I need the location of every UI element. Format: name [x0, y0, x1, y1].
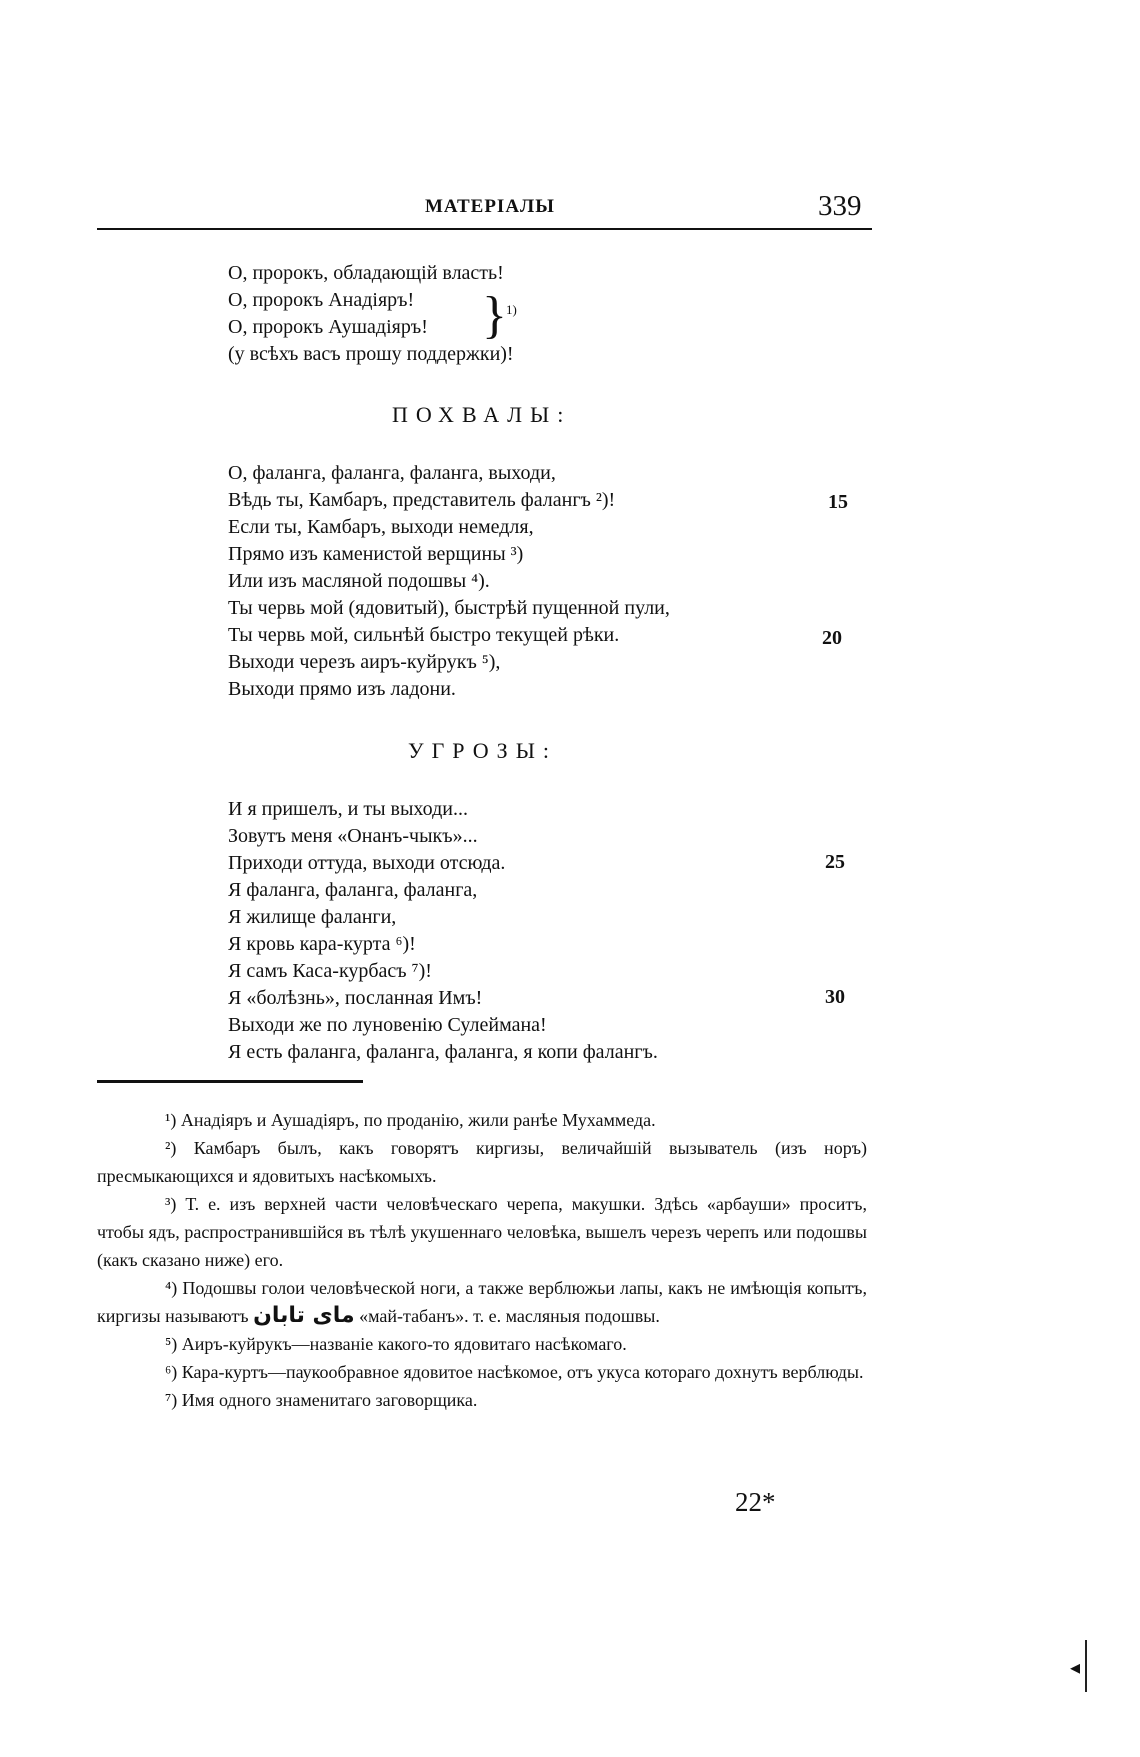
brace-footnote-ref: 1)	[506, 302, 517, 317]
intro-line: О, пророкъ Анадіяръ!	[228, 289, 415, 311]
verse-line: Я «болѣзнь», посланная Имъ!	[228, 987, 483, 1009]
verse-line: Я фаланга, фаланга, фаланга,	[228, 879, 478, 901]
intro-line: (у всѣхъ васъ прошу поддержки)!	[228, 343, 514, 365]
section-title-threats: УГРОЗЫ:	[408, 738, 558, 763]
footnote-6: ⁶) Кара-куртъ—паукообравное ядовитое насѣкомое, отъ укуса котораго дохнутъ верблюды.	[165, 1362, 864, 1382]
verse-line: Ты червь мой (ядовитый), быстрѣй пущенной пули,	[228, 597, 670, 619]
verse-threats	[228, 796, 658, 1066]
verse-line: Я кровь кара-курта ⁶)!	[228, 933, 416, 955]
brace-mark: }	[482, 287, 507, 344]
line-number-20: 20	[822, 627, 842, 649]
verse-line: Вѣдь ты, Камбаръ, представитель фалангъ ²)!	[228, 489, 616, 511]
verse-line: Приходи оттуда, выходи отсюда.	[228, 852, 506, 874]
scan-edge-bar	[1085, 1640, 1087, 1692]
verse-line: Зовутъ меня «Онанъ-чыкъ»...	[228, 825, 478, 847]
verse-line: Прямо изъ каменистой верщины ³)	[228, 543, 524, 565]
footnote-4-arabic: ماى تابان	[253, 1303, 355, 1328]
footnote-1: ¹) Анадіяръ и Аушадіяръ, по проданію, жили ранѣе Мухаммеда.	[165, 1110, 656, 1130]
intro-line: О, пророкъ Аушадіяръ!	[228, 316, 428, 338]
footnote-2: ²) Камбаръ былъ, какъ говорятъ киргизы, величайшій вызыватель (изъ норъ) пресмыкающихся и ядовитыхъ насѣкомыхъ.	[97, 1138, 867, 1186]
verse-line: Я самъ Каса-курбасъ ⁷)!	[228, 960, 432, 982]
page-number: 339	[818, 190, 862, 222]
verse-line: Выходи черезъ аиръ-куйрукъ ⁵),	[228, 651, 501, 673]
footnote-3: ³) Т. е. изъ верхней части человѣческаго черепа, макушки. Здѣсь «арбауши» проситъ, чтобы ядъ, распространившійся въ тѣлѣ укушеннаго человѣка, вышелъ черезъ черепъ или подошвы (какъ сказано ниже) его.	[97, 1194, 867, 1270]
verse-line: Выходи же по луновенію Сулеймана!	[228, 1014, 547, 1036]
line-number-25: 25	[825, 851, 845, 873]
footnote-4	[97, 1274, 867, 1330]
verse-line: И я пришелъ, и ты выходи...	[228, 798, 468, 820]
intro-invocation	[228, 260, 514, 368]
footnote-rule	[97, 1080, 363, 1083]
verse-line: Если ты, Камбаръ, выходи немедля,	[228, 516, 534, 538]
verse-line: Выходи прямо изъ ладони.	[228, 678, 456, 700]
footnote-4-text-a: ⁴) Подошвы голои человѣческой ноги, а также верблюжьи лапы, какъ не имѣющія копытъ, киргизы называютъ	[97, 1278, 867, 1326]
line-number-15: 15	[828, 491, 848, 513]
line-number-30: 30	[825, 986, 845, 1008]
signature-mark: 22*	[735, 1487, 776, 1517]
verse-line: О, фаланга, фаланга, фаланга, выходи,	[228, 462, 556, 484]
verse-praise	[228, 460, 670, 703]
footnotes	[97, 1106, 867, 1414]
verse-line: Я жилище фаланги,	[228, 906, 397, 928]
verse-line: Ты червь мой, сильнѣй быстро текущей рѣки.	[228, 624, 620, 646]
verse-line: Я есть фаланга, фаланга, фаланга, я копи фалангъ.	[228, 1041, 658, 1063]
footnote-5: ⁵) Аиръ-куйрукъ—названіе какого-то ядовитаго насѣкомаго.	[165, 1334, 627, 1354]
verse-line: Или изъ масляной подошвы ⁴).	[228, 570, 490, 592]
running-header-title: МАТЕРІАЛЫ	[425, 196, 555, 217]
intro-line: О, пророкъ, обладающій власть!	[228, 262, 504, 284]
footnote-7: ⁷) Имя одного знаменитаго заговорщика.	[165, 1390, 478, 1410]
scan-edge-dot: ◂	[1070, 1657, 1081, 1679]
footnote-4-text-b: «май-табанъ». т. е. масляныя подошвы.	[359, 1306, 660, 1326]
section-title-praise: ПОХВАЛЫ:	[392, 402, 572, 427]
header-rule	[97, 228, 872, 230]
